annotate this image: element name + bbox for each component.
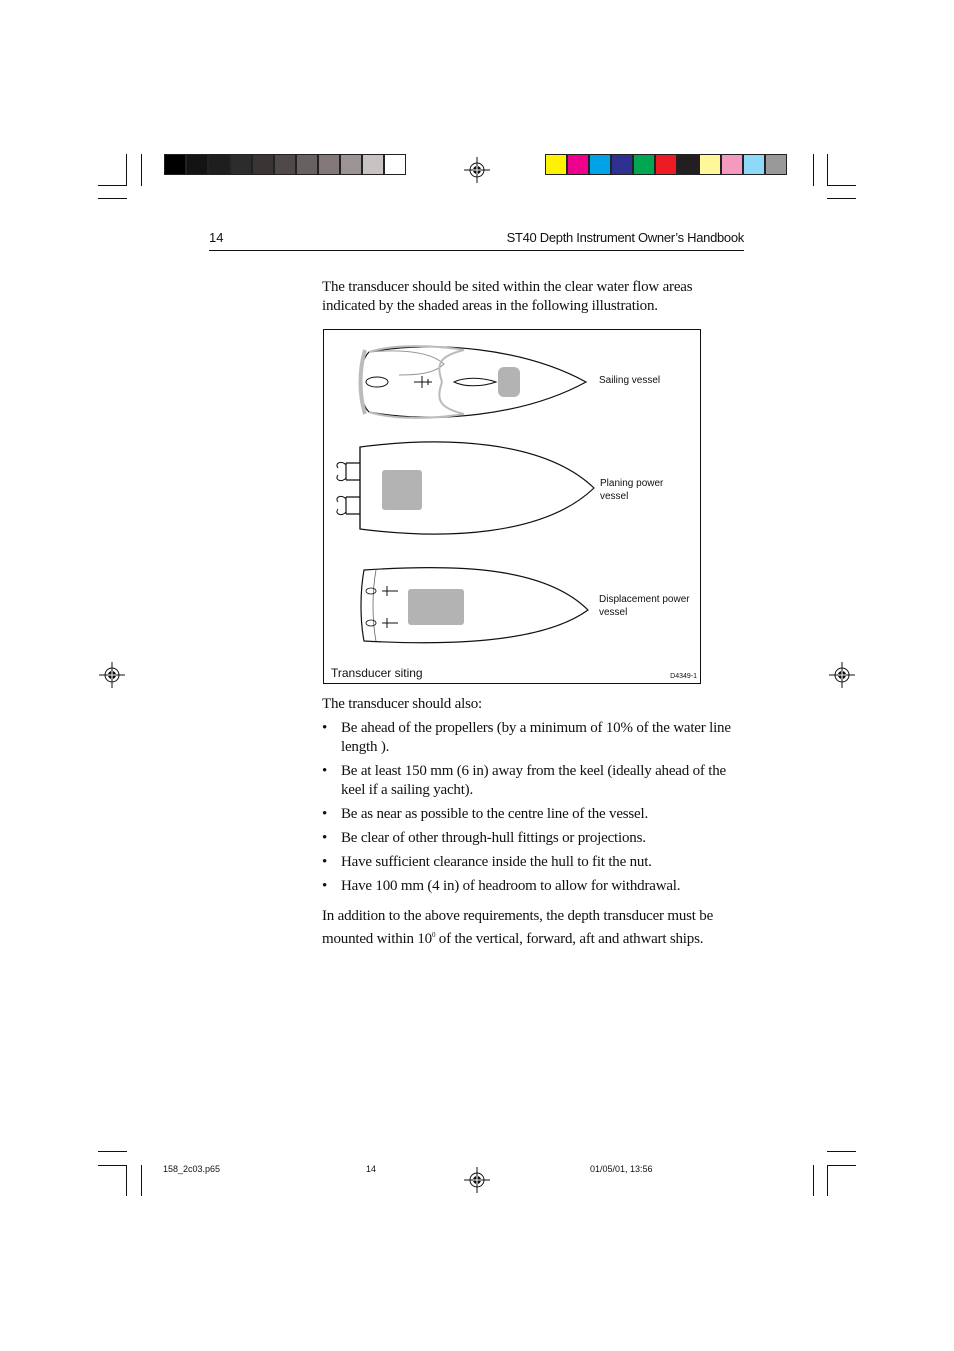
color-swatch — [164, 154, 186, 175]
figure-caption: Transducer siting — [331, 666, 423, 680]
also-heading: The transducer should also: — [322, 696, 482, 712]
label-planing-vessel-line2: vessel — [600, 491, 629, 502]
list-item: • Be as near as possible to the centre line of the vessel. — [322, 805, 742, 824]
color-swatch — [633, 154, 655, 175]
sailing-vessel-hull — [360, 346, 586, 418]
crop-mark — [827, 154, 828, 186]
list-item: • Be at least 150 mm (6 in) away from the keel (ideally ahead of the keel if a sailing yacht). — [322, 762, 742, 800]
footer-filename: 158_2c03.p65 — [163, 1164, 221, 1174]
label-sailing-vessel: Sailing vessel — [599, 375, 661, 386]
crop-mark — [126, 1165, 127, 1196]
footer-page: 14 — [366, 1164, 377, 1174]
color-swatch — [743, 154, 765, 175]
color-swatch — [186, 154, 208, 175]
color-swatch — [545, 154, 567, 175]
crop-mark — [98, 1165, 127, 1166]
requirements-list — [322, 719, 742, 901]
color-swatch — [611, 154, 633, 175]
color-swatch — [274, 154, 296, 175]
displacement-vessel-hull — [361, 568, 588, 643]
color-swatch — [208, 154, 230, 175]
list-item: • Have 100 mm (4 in) of headroom to allow for withdrawal. — [322, 877, 742, 896]
header-rule — [209, 250, 744, 251]
list-item: • Be clear of other through-hull fittings or projections. — [322, 829, 742, 848]
color-swatch — [677, 154, 699, 175]
crop-mark — [98, 1151, 127, 1152]
registration-target-icon — [829, 662, 855, 688]
page-number: 14 — [209, 230, 224, 245]
closing-text-start: In addition to the above requirements, the depth transducer must be mounted within 10 — [322, 908, 714, 947]
list-item: • Be ahead of the propellers (by a minimum of 10% of the water line length ). — [322, 719, 742, 757]
color-swatch — [699, 154, 721, 175]
color-swatch — [318, 154, 340, 175]
crop-mark — [827, 198, 856, 199]
figure-code: D4349-1 — [670, 673, 697, 680]
crop-mark — [827, 1165, 856, 1166]
color-swatch — [765, 154, 787, 175]
registration-target-icon — [464, 1167, 490, 1193]
crop-mark — [827, 1151, 856, 1152]
list-item: • Have sufficient clearance inside the hull to fit the nut. — [322, 853, 742, 872]
color-swatch — [589, 154, 611, 175]
label-planing-vessel-line1: Planing power — [600, 478, 664, 489]
color-swatch — [384, 154, 406, 175]
crop-mark — [813, 1165, 814, 1196]
crop-mark — [813, 154, 814, 186]
color-swatch — [655, 154, 677, 175]
crop-mark — [98, 185, 127, 186]
crop-mark — [126, 154, 127, 186]
crop-mark — [98, 198, 127, 199]
intro-paragraph: The transducer should be sited within the clear water flow areas indicated by the shaded areas in the following illustration. — [322, 279, 693, 314]
color-swatch — [567, 154, 589, 175]
footer-timestamp: 01/05/01, 13:56 — [590, 1164, 653, 1174]
color-swatch — [252, 154, 274, 175]
registration-target-icon — [99, 662, 125, 688]
color-swatch — [721, 154, 743, 175]
color-swatch — [230, 154, 252, 175]
planing-vessel-hull — [337, 442, 594, 534]
outboard-engine-icon — [337, 496, 360, 514]
degree-superscript: 0 — [431, 931, 436, 939]
label-displacement-vessel-line1: Displacement power — [599, 594, 690, 605]
transducer-siting-figure — [323, 329, 701, 684]
color-swatch — [362, 154, 384, 175]
running-header-title: ST40 Depth Instrument Owner’s Handbook — [506, 230, 744, 245]
label-displacement-vessel-line2: vessel — [599, 607, 628, 618]
closing-text-end: of the vertical, forward, aft and athwart ships. — [435, 931, 704, 947]
crop-mark — [141, 1165, 142, 1196]
closing-paragraph — [322, 907, 742, 949]
crop-mark — [827, 185, 856, 186]
crop-mark — [827, 1165, 828, 1196]
outboard-engine-icon — [337, 462, 360, 480]
registration-target-icon — [464, 157, 490, 183]
crop-mark — [141, 154, 142, 186]
color-swatch — [340, 154, 362, 175]
color-swatch — [296, 154, 318, 175]
